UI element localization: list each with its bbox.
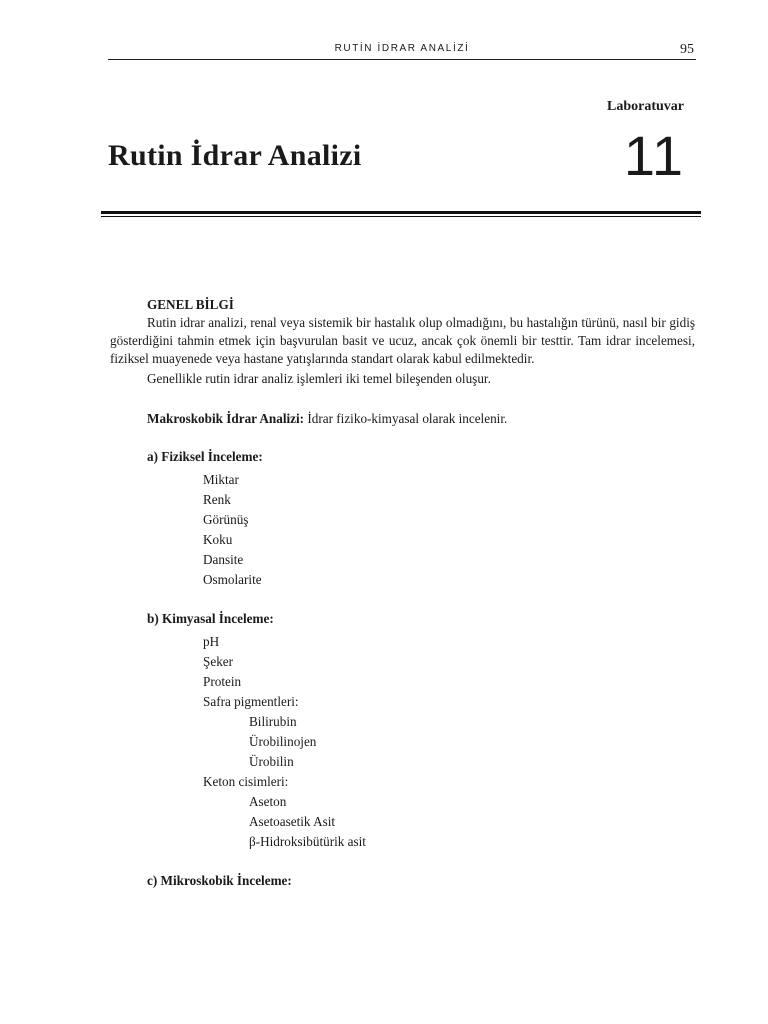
running-header bbox=[108, 40, 696, 60]
chemical-list bbox=[203, 632, 695, 852]
list-item: β-Hidroksibütürik asit bbox=[249, 834, 366, 849]
macro-text: İdrar fiziko-kimyasal olarak incelenir. bbox=[304, 411, 508, 426]
list-item: Şeker bbox=[203, 654, 234, 669]
running-title: RUTİN İDRAR ANALİZİ bbox=[334, 43, 470, 54]
list-item: Asetoasetik Asit bbox=[249, 814, 336, 829]
page-number: 95 bbox=[680, 42, 694, 57]
list-item: Osmolarite bbox=[203, 572, 262, 587]
intro-paragraph: Rutin idrar analizi, renal veya sistemik bir hastalık olup olmadığını, bu hastalığın türünü, nasıl bir gidiş gösterdiğini tahmin etmek için başvurulan basit ve ucuz, ancak çok önemli bir testtir. Tam idrar incelemesi, fiziksel muayenede veya hastane yatışlarında standart olarak kabul edilmektedir. bbox=[110, 315, 695, 366]
physical-list bbox=[203, 470, 695, 590]
title-rule-thin bbox=[101, 216, 701, 217]
list-item: Görünüş bbox=[203, 512, 249, 527]
macro-line bbox=[147, 410, 695, 428]
list-item-group bbox=[203, 792, 695, 852]
lab-number: 11 bbox=[623, 124, 684, 187]
list-item: Protein bbox=[203, 674, 242, 689]
list-item: Ürobilin bbox=[249, 754, 294, 769]
components-paragraph: Genellikle rutin idrar analiz işlemleri iki temel bileşenden oluşur. bbox=[147, 371, 491, 386]
list-item: Miktar bbox=[203, 472, 239, 487]
list-item-group bbox=[203, 712, 695, 772]
list-item: Dansite bbox=[203, 552, 244, 567]
title-rule-thick bbox=[101, 211, 701, 214]
list-item: Ürobilinojen bbox=[249, 734, 317, 749]
list-item: pH bbox=[203, 634, 220, 649]
list-item: Safra pigmentleri: bbox=[203, 694, 299, 709]
lab-label: Laboratuvar bbox=[607, 99, 684, 114]
list-item: Keton cisimleri: bbox=[203, 774, 289, 789]
ketone-sublist bbox=[249, 792, 695, 852]
chemical-heading: b) Kimyasal İnceleme: bbox=[147, 611, 274, 626]
list-item: Renk bbox=[203, 492, 231, 507]
list-item: Aseton bbox=[249, 794, 287, 809]
microscopic-heading: c) Mikroskobik İnceleme: bbox=[147, 873, 292, 888]
section-heading: GENEL BİLGİ bbox=[147, 297, 234, 312]
list-item: Koku bbox=[203, 532, 233, 547]
list-item: Bilirubin bbox=[249, 714, 297, 729]
macro-label: Makroskobik İdrar Analizi: bbox=[147, 411, 305, 426]
bile-pigment-sublist bbox=[249, 712, 695, 772]
page-body bbox=[110, 296, 695, 890]
chapter-title: Rutin İdrar Analizi bbox=[108, 139, 362, 172]
physical-heading: a) Fiziksel İnceleme: bbox=[147, 449, 263, 464]
